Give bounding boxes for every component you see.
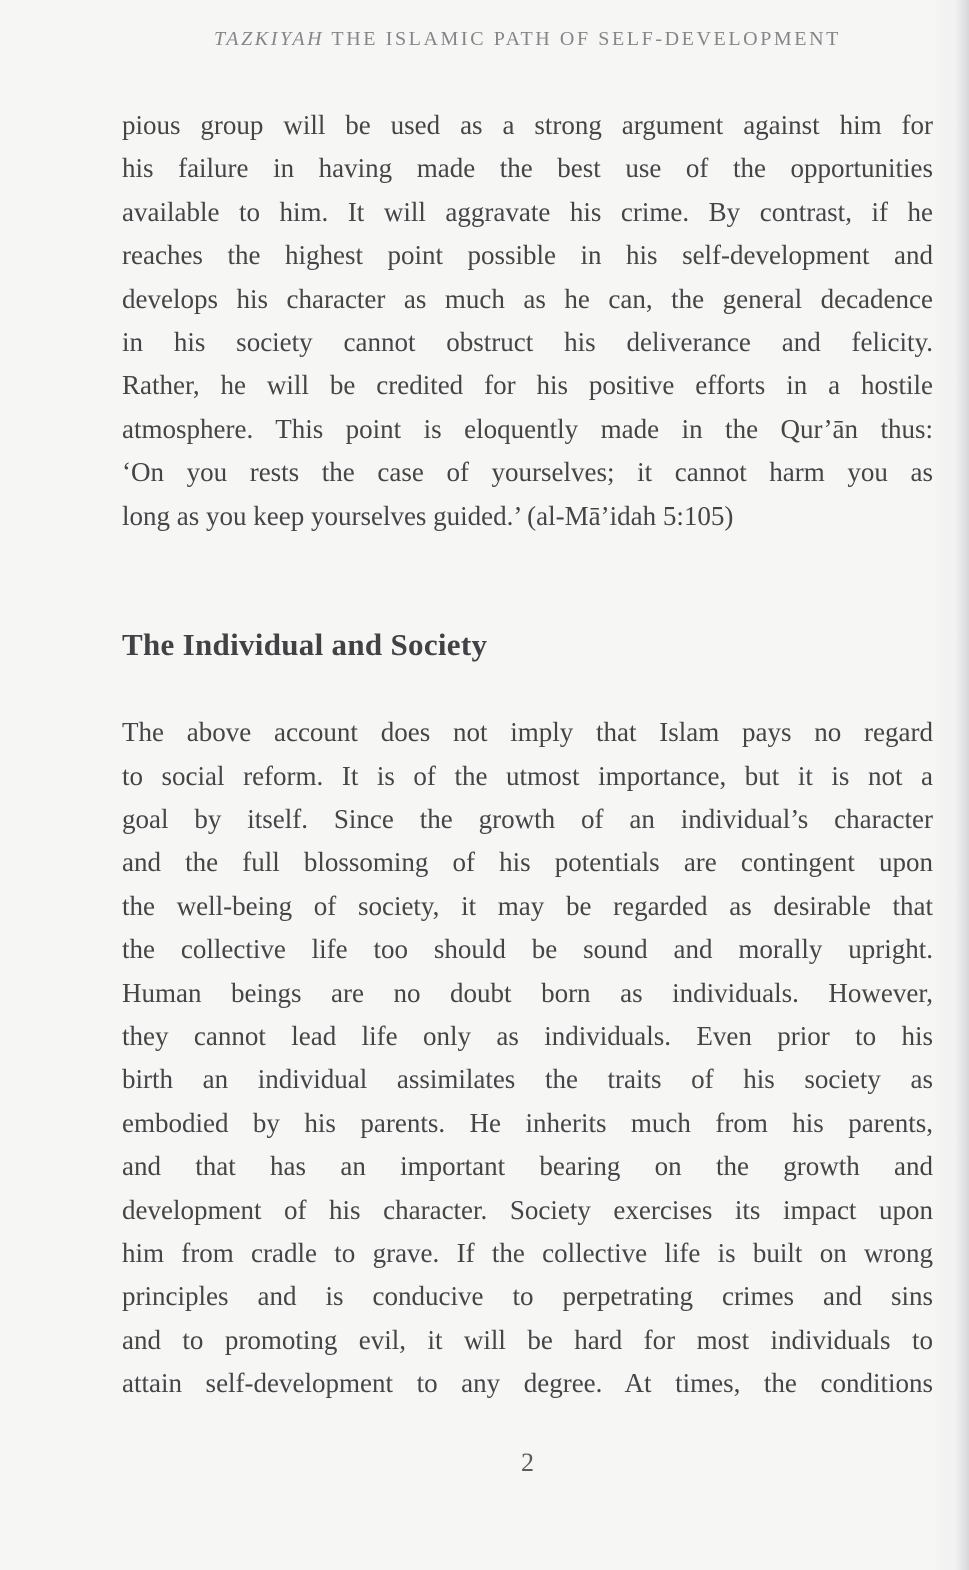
text-line: and to promoting evil, it will be hard for most individuals to: [122, 1324, 933, 1355]
text-line: pious group will be used as a strong argument against him for: [122, 110, 933, 140]
page-number: 2: [521, 1448, 534, 1477]
text-line: long as you keep yourselves guided.’ (al-Mā’idah 5:105): [122, 500, 734, 531]
text-line: and that has an important bearing on the growth and: [122, 1151, 933, 1182]
text-line: develops his character as much as he can, the general decadence: [122, 283, 933, 314]
text-block: [122, 104, 933, 1406]
section-heading: The Individual and Society: [122, 626, 488, 662]
text-line: the well-being of society, it may be regarded as desirable that: [122, 890, 933, 921]
paragraph: [122, 104, 933, 538]
text-line: birth an individual assimilates the traits of his society as: [122, 1064, 933, 1095]
running-header-book-title: TAZKIYAH: [214, 28, 325, 50]
running-header-subtitle: THE ISLAMIC PATH OF SELF-DEVELOPMENT: [324, 28, 841, 50]
text-line: available to him. It will aggravate his crime. By contrast, if he: [122, 196, 933, 227]
text-line: in his society cannot obstruct his deliverance and felicity.: [122, 326, 933, 357]
page-edge-shadow: [933, 0, 969, 1570]
text-line: ‘On you rests the case of yourselves; it cannot harm you as: [122, 457, 933, 488]
text-line: to social reform. It is of the utmost importance, but it is not a: [122, 760, 933, 791]
text-line: The above account does not imply that Islam pays no regard: [122, 717, 933, 748]
text-line: him from cradle to grave. If the collective life is built on wrong: [122, 1238, 933, 1268]
text-line: development of his character. Society exercises its impact upon: [122, 1194, 933, 1225]
text-line: and the full blossoming of his potentials are contingent upon: [122, 847, 933, 878]
running-header: [122, 28, 933, 51]
text-line: they cannot lead life only as individuals. Even prior to his: [122, 1021, 933, 1052]
text-line: the collective life too should be sound and morally upright.: [122, 934, 933, 965]
text-line: Rather, he will be credited for his positive efforts in a hostile: [122, 370, 933, 401]
text-line: reaches the highest point possible in his self-development and: [122, 240, 933, 271]
text-line: principles and is conducive to perpetrating crimes and sins: [122, 1281, 933, 1312]
text-line: atmosphere. This point is eloquently made in the Qur’ān thus:: [122, 413, 933, 444]
paragraph: [122, 711, 933, 1405]
text-line: attain self-development to any degree. At times, the conditions: [122, 1368, 933, 1399]
text-line: embodied by his parents. He inherits much from his parents,: [122, 1107, 933, 1138]
text-line: Human beings are no doubt born as individuals. However,: [122, 977, 933, 1008]
text-line: goal by itself. Since the growth of an individual’s character: [122, 804, 933, 835]
text-line: his failure in having made the best use of the opportunities: [122, 153, 933, 184]
